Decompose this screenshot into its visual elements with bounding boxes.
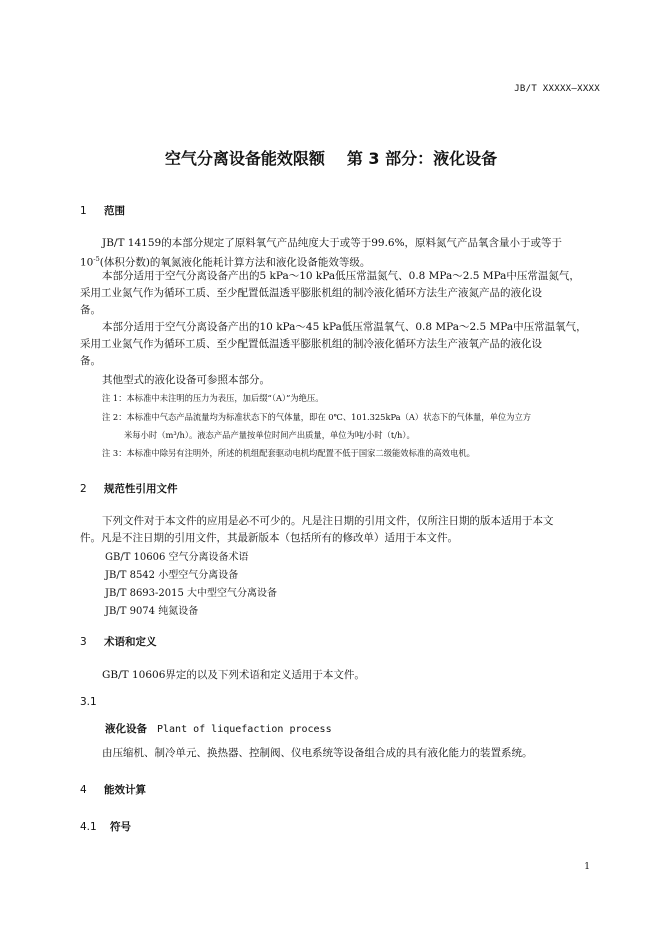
terms-intro: GB/T 10606界定的以及下列术语和定义适用于本文件。 xyxy=(102,669,365,681)
section-title: 术语和定义 xyxy=(104,636,157,648)
term-english: Plant of liquefaction process xyxy=(157,724,332,735)
note-3: 注 3：本标准中除另有注明外，所述的机组配套驱动电机均配置不低于国家二级能效标准的高效电机。 xyxy=(102,448,475,458)
section-title: 规范性引用文件 xyxy=(104,483,178,495)
scope-para-2-line-1: 本部分适用于空气分离设备产出的5 kPa～10 kPa低压常温氮气、0.8 MPa～2.5 MPa中压常温氮气， xyxy=(102,270,580,282)
page-number: 1 xyxy=(584,862,590,872)
section-number: 3 xyxy=(80,636,87,648)
subsection-4-1-heading xyxy=(80,819,131,834)
scope-para-1-rest: (体积分数)的氧氮液化能耗计算方法和液化设备能效等级。 xyxy=(99,256,371,269)
note-2-line-2: 米每小时（m³/h）。液态产品产量按单位时间产出质量，单位为吨/小时（t/h）。 xyxy=(124,430,415,440)
title-main: 空气分离设备能效限额 xyxy=(164,149,325,168)
scope-para-4: 其他型式的液化设备可参照本部分。 xyxy=(102,374,270,386)
section-2-heading xyxy=(80,481,178,496)
section-1-heading xyxy=(80,203,125,218)
note-2-line-1: 注 2：本标准中气态产品流量均为标准状态下的气体量，即在 0℃、101.325kPa（A）状态下的气体量，单位为立方 xyxy=(102,412,532,422)
section-number: 2 xyxy=(80,483,87,495)
document-number: JB/T XXXXX—XXXX xyxy=(514,84,600,94)
exponent: -5 xyxy=(93,255,100,263)
section-title: 范围 xyxy=(104,205,125,217)
section-number: 1 xyxy=(80,205,87,217)
reference-item: GB/T 10606 空气分离设备术语 xyxy=(105,552,249,563)
scope-para-1-line-1: JB/T 14159的本部分规定了原料氧气产品纯度大于或等于99.6%，原料氮气产品氧含量小于或等于 xyxy=(102,237,563,249)
scope-para-3-line-3: 备。 xyxy=(80,355,101,367)
note-1: 注 1：本标准中未注明的压力为表压，加后缀“（A）”为绝压。 xyxy=(102,393,324,403)
reference-item: JB/T 8693-2015 大中型空气分离设备 xyxy=(105,588,278,599)
page-title xyxy=(0,146,662,169)
refs-intro-line-2: 件。凡是不注日期的引用文件，其最新版本（包括所有的修改单）适用于本文件。 xyxy=(80,532,458,544)
term-definition: 由压缩机、制冷单元、换热器、控制阀、仪电系统等设备组合成的具有液化能力的装置系统。 xyxy=(102,747,533,759)
subsection-title: 符号 xyxy=(110,821,131,833)
term-entry xyxy=(105,721,332,736)
title-part: 第 3 部分：液化设备 xyxy=(346,149,498,168)
section-number: 4 xyxy=(80,784,87,796)
section-3-heading xyxy=(80,634,157,649)
term-chinese: 液化设备 xyxy=(105,723,147,735)
reference-item: JB/T 8542 小型空气分离设备 xyxy=(105,570,239,581)
subsection-number: 4.1 xyxy=(80,821,97,833)
refs-intro-line-1: 下列文件对于本文件的应用是必不可少的。凡是注日期的引用文件，仅所注日期的版本适用于本文 xyxy=(102,515,554,527)
scope-para-3-line-2: 采用工业氮气作为循环工质、至少配置低温透平膨胀机组的制冷液化循环方法生产液氧产品的液化设 xyxy=(80,338,542,350)
scope-para-2-line-2: 采用工业氮气作为循环工质、至少配置低温透平膨胀机组的制冷液化循环方法生产液氮产品的液化设 xyxy=(80,287,542,299)
section-title: 能效计算 xyxy=(104,784,146,796)
term-number: 3.1 xyxy=(80,696,97,708)
exponent-base: 10 xyxy=(80,256,94,269)
reference-item: JB/T 9074 纯氮设备 xyxy=(105,606,199,617)
section-4-heading xyxy=(80,782,146,797)
scope-para-2-line-3: 备。 xyxy=(80,304,101,316)
scope-para-3-line-1: 本部分适用于空气分离设备产出的10 kPa～45 kPa低压常温氧气、0.8 MPa～2.5 MPa中压常温氧气， xyxy=(102,321,587,333)
